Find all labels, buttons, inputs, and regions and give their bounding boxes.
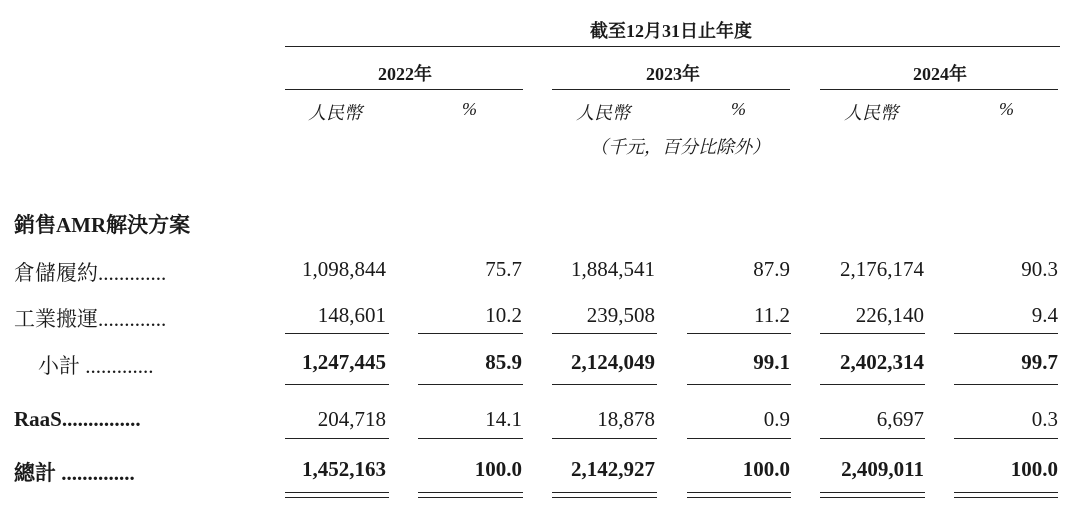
cell: 100.0	[742, 457, 790, 481]
cell: 2,176,174	[840, 257, 924, 281]
cell: 2,409,011	[841, 457, 924, 481]
cell: 0.9	[763, 407, 790, 431]
total-rule	[285, 438, 389, 439]
year-2022: 2022年	[378, 64, 432, 84]
period-header: 截至12月31日止年度	[590, 21, 752, 41]
row-label-warehouse: 倉儲履約.............	[14, 261, 167, 285]
cell: 100.0	[1010, 457, 1058, 481]
subtotal-rule	[418, 384, 523, 385]
cell: 148,601	[317, 303, 386, 327]
pct-label-2023: %	[731, 99, 746, 119]
sum-rule	[418, 333, 523, 334]
cell: 11.2	[754, 303, 790, 327]
row-label-total: 總計 ..............	[14, 461, 135, 485]
total-rule	[954, 438, 1058, 439]
cell: 87.9	[753, 257, 790, 281]
subtotal-rule	[285, 384, 389, 385]
total-rule	[820, 438, 925, 439]
double-rule	[418, 492, 523, 498]
cell: 99.1	[753, 350, 790, 374]
sum-rule	[552, 333, 657, 334]
cell: 1,247,445	[302, 350, 386, 374]
year-rule-2022	[285, 89, 523, 90]
year-2024: 2024年	[913, 64, 967, 84]
sum-rule	[954, 333, 1058, 334]
currency-label-2024: 人民幣	[844, 103, 898, 123]
cell: 99.7	[1021, 350, 1058, 374]
cell: 239,508	[586, 303, 655, 327]
total-rule	[418, 438, 523, 439]
cell: 2,142,927	[571, 457, 655, 481]
cell: 18,878	[597, 407, 655, 431]
cell: 1,452,163	[302, 457, 386, 481]
cell: 226,140	[855, 303, 924, 327]
subtotal-rule	[552, 384, 657, 385]
cell: 10.2	[485, 303, 522, 327]
sum-rule	[820, 333, 925, 334]
cell: 0.3	[1031, 407, 1058, 431]
double-rule	[820, 492, 925, 498]
total-rule	[552, 438, 657, 439]
double-rule	[285, 492, 389, 498]
total-rule	[687, 438, 791, 439]
sum-rule	[687, 333, 791, 334]
year-rule-2023	[552, 89, 790, 90]
cell: 100.0	[474, 457, 522, 481]
row-label-industrial: 工業搬運.............	[14, 307, 167, 331]
cell: 2,124,049	[571, 350, 655, 374]
double-rule	[552, 492, 657, 498]
double-rule	[687, 492, 791, 498]
pct-label-2024: %	[999, 99, 1014, 119]
row-label-subtotal: 小計 .............	[38, 354, 154, 378]
year-2023: 2023年	[646, 64, 700, 84]
subtotal-rule	[820, 384, 925, 385]
cell: 85.9	[485, 350, 522, 374]
sum-rule	[285, 333, 389, 334]
cell: 9.4	[1031, 303, 1058, 327]
pct-label-2022: %	[462, 99, 477, 119]
cell: 1,884,541	[571, 257, 655, 281]
cell: 204,718	[317, 407, 386, 431]
currency-label-2023: 人民幣	[576, 103, 630, 123]
cell: 1,098,844	[302, 257, 386, 281]
currency-label-2022: 人民幣	[308, 103, 362, 123]
cell: 90.3	[1021, 257, 1058, 281]
cell: 6,697	[876, 407, 924, 431]
double-rule	[954, 492, 1058, 498]
subtotal-rule	[687, 384, 791, 385]
section-title: 銷售AMR解決方案	[14, 213, 191, 237]
unit-note: （千元，百分比除外）	[590, 137, 770, 157]
cell: 75.7	[485, 257, 522, 281]
header-rule	[285, 46, 1060, 47]
row-label-raas: RaaS...............	[14, 407, 141, 431]
cell: 14.1	[485, 407, 522, 431]
year-rule-2024	[820, 89, 1058, 90]
subtotal-rule	[954, 384, 1058, 385]
cell: 2,402,314	[840, 350, 924, 374]
